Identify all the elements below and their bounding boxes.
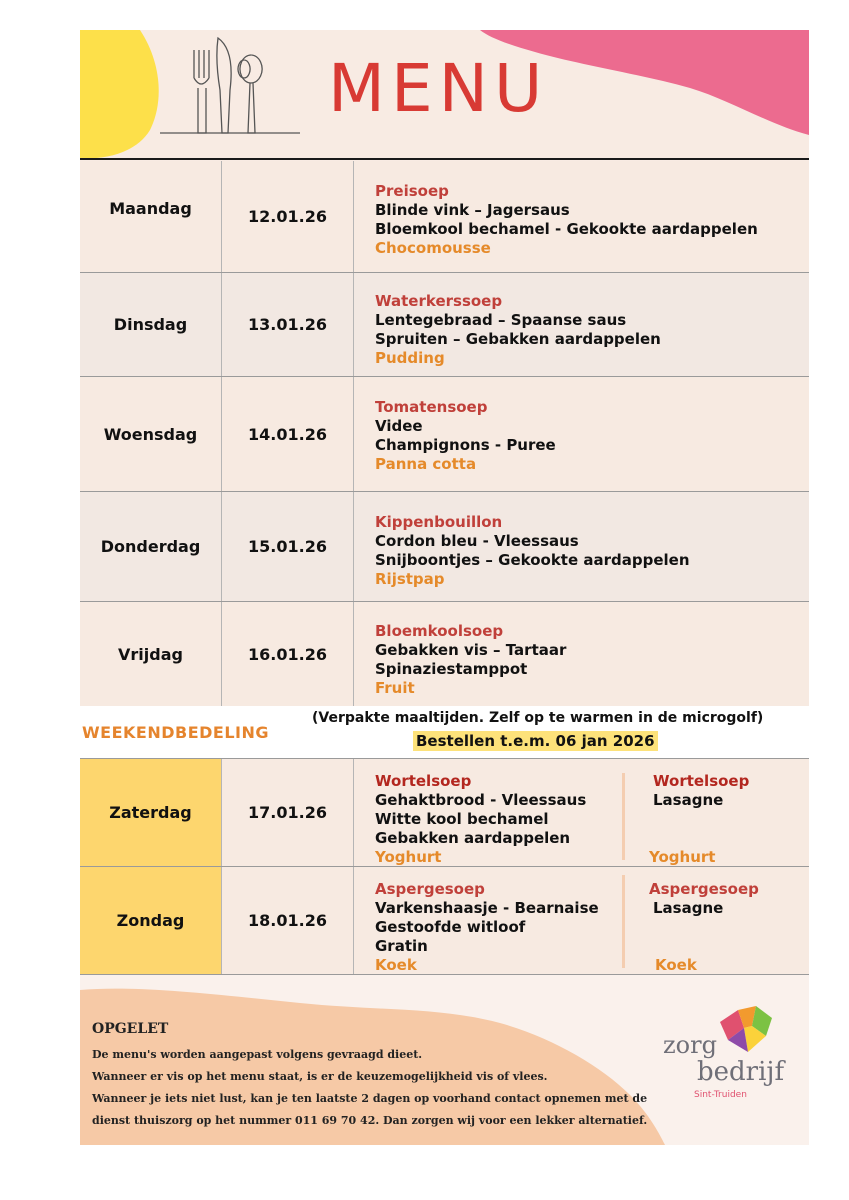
day-menu: [354, 602, 809, 706]
day-name: Maandag: [80, 161, 222, 272]
day-date: 16.01.26: [222, 602, 354, 706]
weekend-note: (Verpakte maaltijden. Zelf op te warmen in de microgolf): [312, 710, 764, 726]
table-row: [80, 602, 809, 707]
day-name: Woensdag: [80, 377, 222, 491]
day-menu: [354, 492, 809, 601]
side-dish-text: Bloemkool bechamel - Gekookte aardappelen: [375, 220, 758, 238]
soup-text: Tomatensoep: [375, 398, 488, 416]
dessert-text: Rijstpap: [375, 570, 445, 588]
day-name: Vrijdag: [80, 602, 222, 706]
dessert-text: Pudding: [375, 349, 445, 367]
table-row: [80, 273, 809, 377]
day-menu: [354, 867, 809, 974]
logo-text: zorg: [663, 1031, 717, 1059]
side-dish-text: Gratin: [375, 937, 428, 955]
logo-subtitle: Sint-Truiden: [694, 1090, 747, 1100]
order-deadline: Bestellen t.e.m. 06 jan 2026: [413, 731, 658, 751]
main-dish-text: Cordon bleu - Vleessaus: [375, 532, 579, 550]
logo-icon: [710, 1000, 780, 1060]
soup-text: Bloemkoolsoep: [375, 622, 504, 640]
day-name: Dinsdag: [80, 273, 222, 376]
cutlery-icon: [160, 30, 310, 155]
side-dish-text: Witte kool bechamel: [375, 810, 549, 828]
notice-line: Wanneer er vis op het menu staat, is er de keuzemogelijkheid vis of vlees.: [92, 1070, 548, 1083]
side-dish-text: Gestoofde witloof: [375, 918, 526, 936]
dessert-text: Panna cotta: [375, 455, 477, 473]
alternative-divider: [622, 773, 625, 860]
logo-text: bedrijf: [697, 1057, 785, 1087]
dessert-text: Chocomousse: [375, 239, 491, 257]
day-name: Donderdag: [80, 492, 222, 601]
day-name: Zaterdag: [80, 759, 222, 866]
soup-text: Aspergesoep: [375, 880, 485, 898]
day-menu: [354, 759, 809, 866]
main-dish-text: Gebakken vis – Tartaar: [375, 641, 567, 659]
soup-text: Kippenbouillon: [375, 513, 503, 531]
side-dish-text: Spinaziestamppot: [375, 660, 528, 678]
main-dish-text: Varkenshaasje - Bearnaise: [375, 899, 599, 917]
day-menu: [354, 377, 809, 491]
dessert-text: Fruit: [375, 679, 415, 697]
soup-text: Wortelsoep: [375, 772, 472, 790]
side-dish-text: Gebakken aardappelen: [375, 829, 571, 847]
main-dish-text: Gehaktbrood - Vleessaus: [375, 791, 587, 809]
day-menu: [354, 161, 809, 272]
day-date: 17.01.26: [222, 759, 354, 866]
alt-main-text: Lasagne: [653, 791, 724, 809]
dessert-text: Koek: [375, 956, 417, 974]
footer-notice: [80, 975, 809, 1145]
notice-line: Wanneer je iets niet lust, kan je ten laatste 2 dagen op voorhand contact opnemen met de: [92, 1092, 648, 1105]
day-date: 18.01.26: [222, 867, 354, 974]
dessert-text: Yoghurt: [375, 848, 442, 866]
weekend-label: WEEKENDBEDELING: [82, 723, 270, 742]
soup-text: Preisoep: [375, 182, 449, 200]
header-divider: [80, 158, 809, 160]
table-row: [80, 759, 809, 867]
table-row: [80, 492, 809, 602]
menu-header: [80, 30, 809, 160]
menu-title: MENU: [328, 50, 549, 127]
main-dish-text: Videe: [375, 417, 423, 435]
notice-line: De menu's worden aangepast volgens gevraagd dieet.: [92, 1048, 423, 1061]
day-date: 13.01.26: [222, 273, 354, 376]
main-dish-text: Blinde vink – Jagersaus: [375, 201, 570, 219]
alt-dessert-text: Yoghurt: [649, 848, 716, 866]
alt-main-text: Lasagne: [653, 899, 724, 917]
table-row: [80, 161, 809, 273]
main-dish-text: Lentegebraad – Spaanse saus: [375, 311, 627, 329]
side-dish-text: Spruiten – Gebakken aardappelen: [375, 330, 661, 348]
day-menu: [354, 273, 809, 376]
side-dish-text: Snijboontjes – Gekookte aardappelen: [375, 551, 690, 569]
table-row: [80, 377, 809, 492]
alt-soup-text: Aspergesoep: [649, 880, 759, 898]
side-dish-text: Champignons - Puree: [375, 436, 556, 454]
menu-page: [80, 30, 809, 1145]
alternative-divider: [622, 875, 625, 968]
alt-soup-text: Wortelsoep: [653, 772, 750, 790]
day-name: Zondag: [80, 867, 222, 974]
table-row: [80, 867, 809, 975]
alt-dessert-text: Koek: [655, 956, 697, 974]
day-date: 12.01.26: [222, 161, 354, 272]
weekend-banner: [80, 706, 809, 759]
soup-text: Waterkerssoep: [375, 292, 503, 310]
notice-line: dienst thuiszorg op het nummer 011 69 70 42. Dan zorgen wij voor een lekker alternatief.: [92, 1114, 648, 1127]
day-date: 14.01.26: [222, 377, 354, 491]
notice-title: OPGELET: [92, 1021, 169, 1037]
day-date: 15.01.26: [222, 492, 354, 601]
